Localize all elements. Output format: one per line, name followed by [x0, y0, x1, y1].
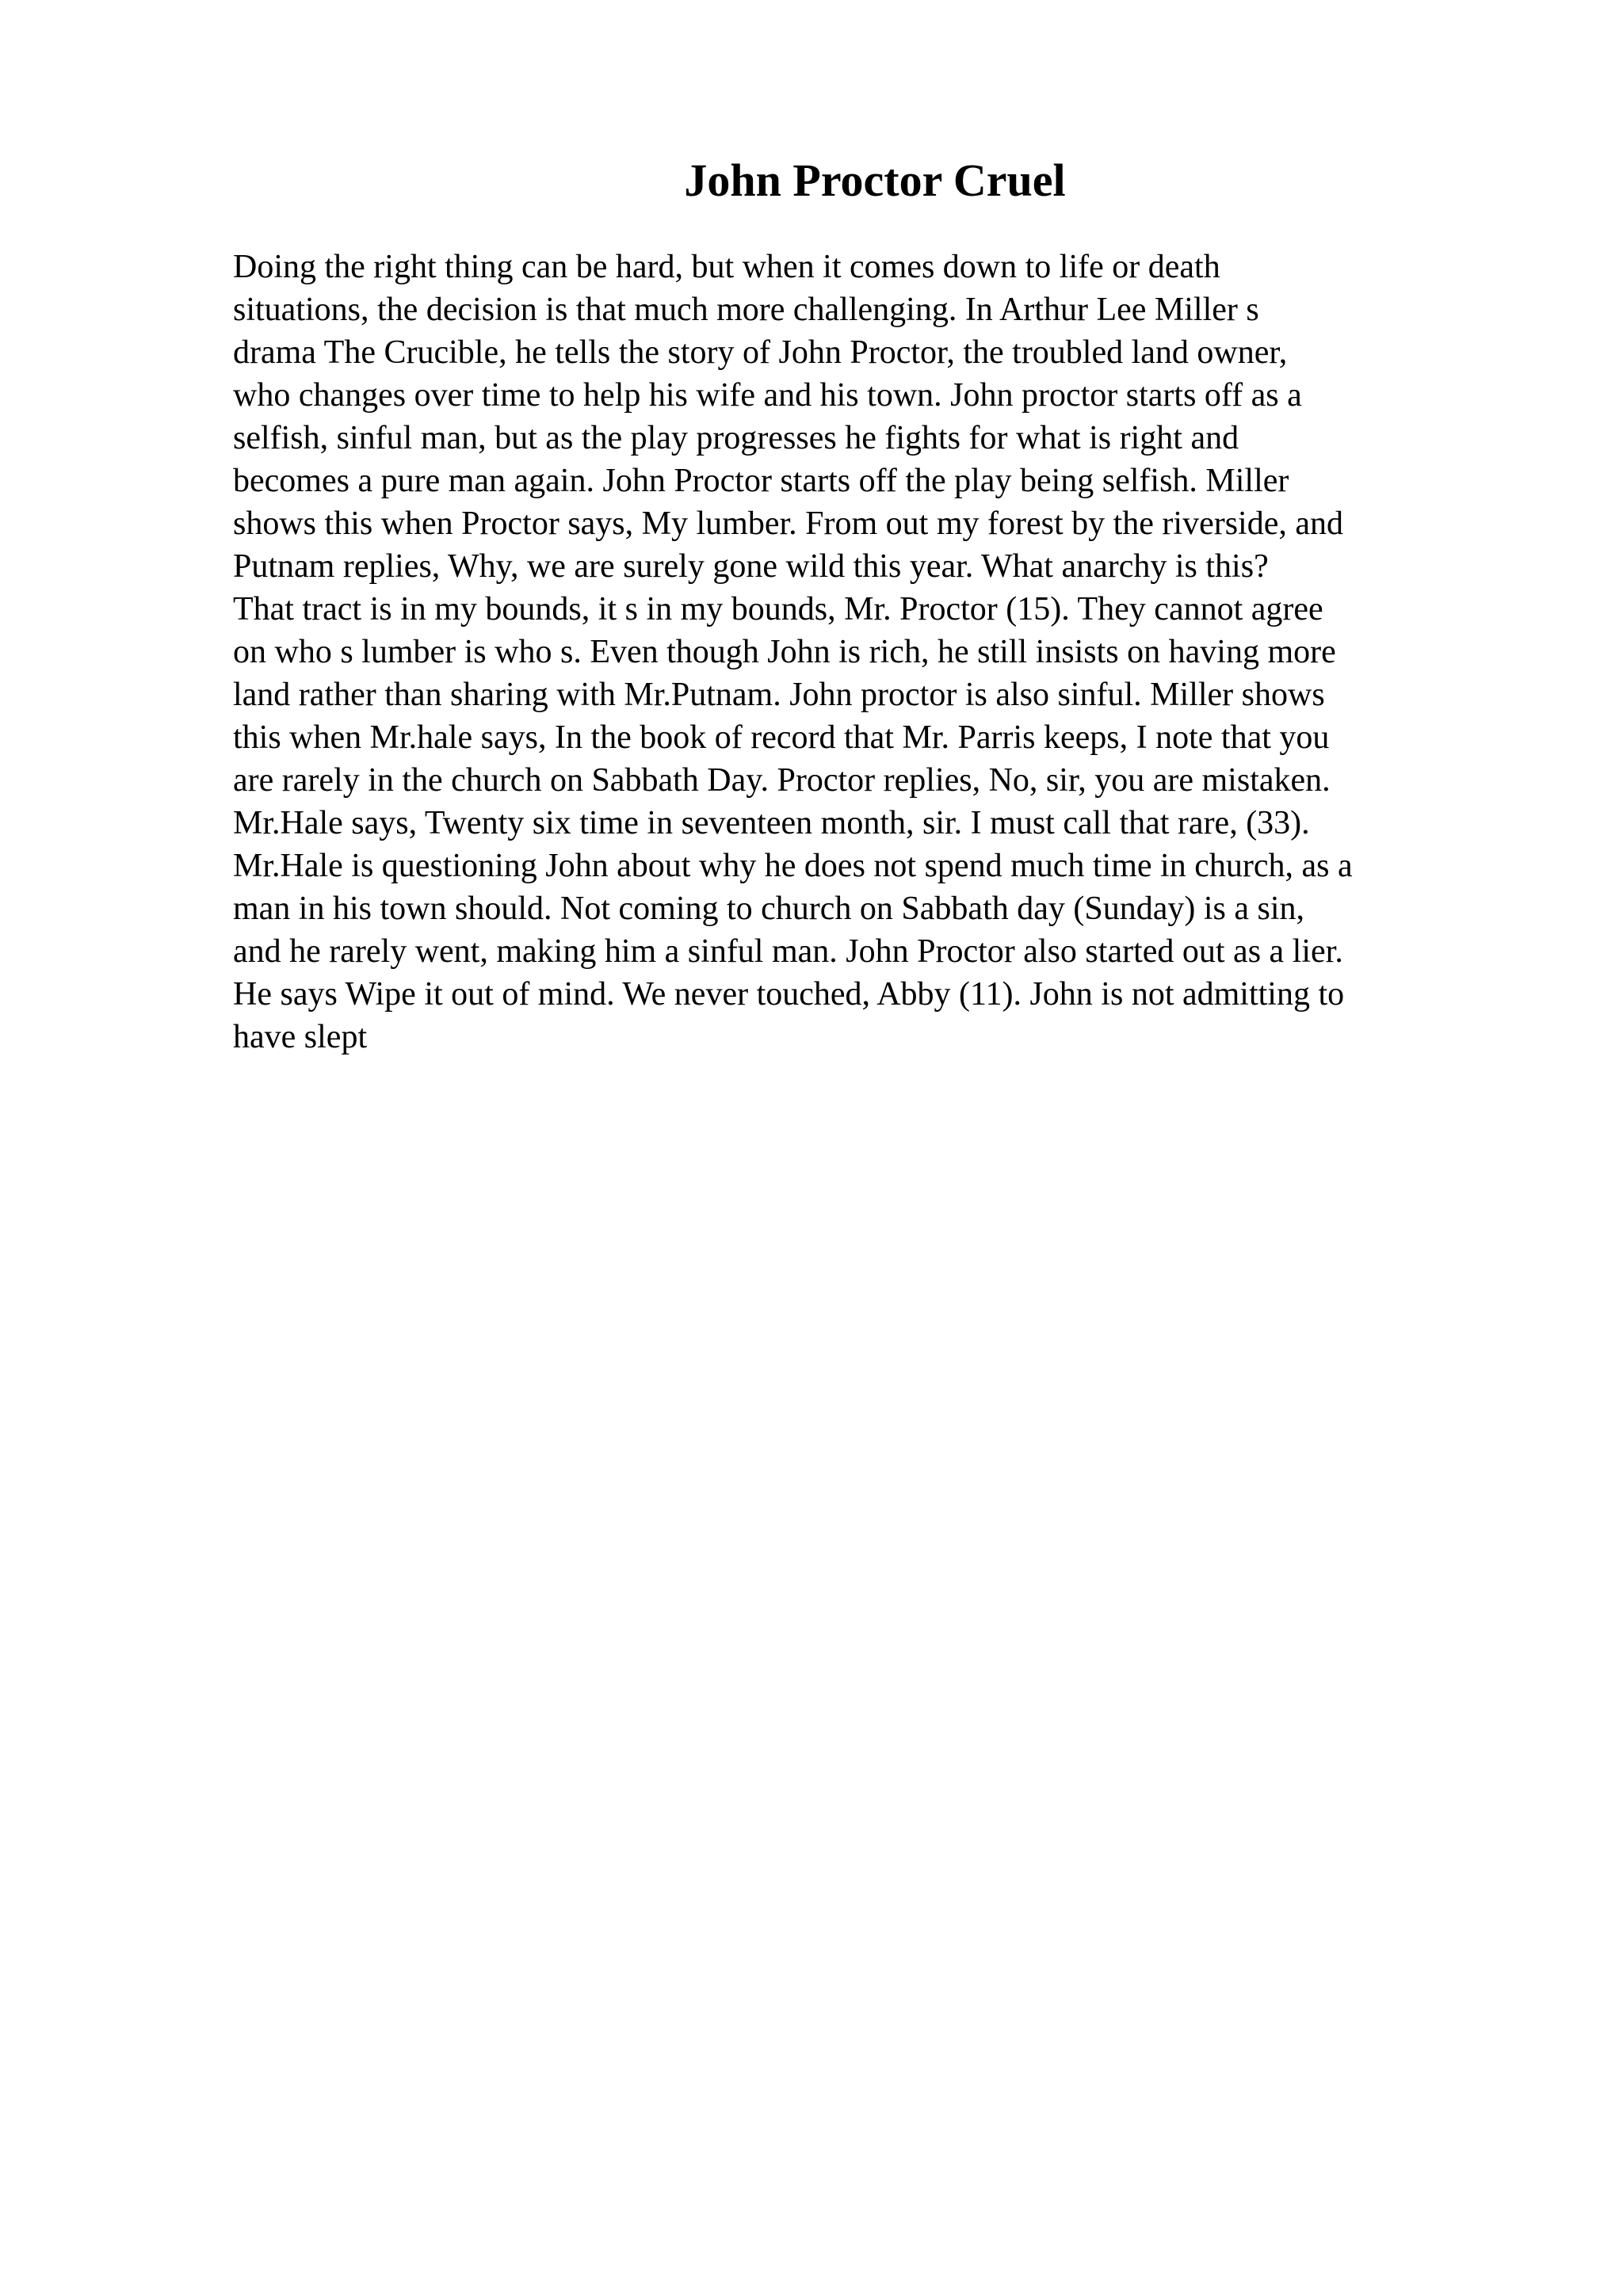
- text-line: man in his town should. Not coming to church on Sabbath day (Sunday) is a sin,: [233, 891, 1305, 927]
- text-line: He says Wipe it out of mind. We never touched, Abby (11). John is not admitting to: [233, 976, 1345, 1013]
- text-line: shows this when Proctor says, My lumber. From out my forest by the riverside, and: [233, 505, 1344, 542]
- text-line: Putnam replies, Why, we are surely gone wild this year. What anarchy is this?: [233, 548, 1269, 585]
- text-line: who changes over time to help his wife and his town. John proctor starts off as a: [233, 377, 1302, 414]
- text-line: have slept: [233, 1019, 368, 1055]
- text-line: on who s lumber is who s. Even though John is rich, he still insists on having more: [233, 634, 1336, 670]
- body-paragraph: [233, 246, 1501, 1058]
- text-line: Mr.Hale says, Twenty six time in seventeen month, sir. I must call that rare, (33).: [233, 805, 1310, 841]
- text-line: selfish, sinful man, but as the play progresses he fights for what is right and: [233, 420, 1239, 456]
- text-line: Mr.Hale is questioning John about why he does not spend much time in church, as a: [233, 848, 1353, 884]
- text-line: and he rarely went, making him a sinful man. John Proctor also started out as a lier.: [233, 933, 1343, 970]
- text-line: drama The Crucible, he tells the story of John Proctor, the troubled land owner,: [233, 334, 1288, 371]
- document-title: John Proctor Cruel: [684, 154, 1066, 206]
- text-line: Doing the right thing can be hard, but when it comes down to life or death: [233, 249, 1220, 285]
- text-line: situations, the decision is that much more challenging. In Arthur Lee Miller s: [233, 292, 1259, 328]
- text-line: land rather than sharing with Mr.Putnam. John proctor is also sinful. Miller shows: [233, 677, 1325, 713]
- text-line: this when Mr.hale says, In the book of record that Mr. Parris keeps, I note that you: [233, 719, 1330, 756]
- text-line: are rarely in the church on Sabbath Day. Proctor replies, No, sir, you are mistaken.: [233, 762, 1331, 799]
- text-line: becomes a pure man again. John Proctor starts off the play being selfish. Miller: [233, 463, 1289, 499]
- text-line: That tract is in my bounds, it s in my bounds, Mr. Proctor (15). They cannot agree: [233, 591, 1323, 627]
